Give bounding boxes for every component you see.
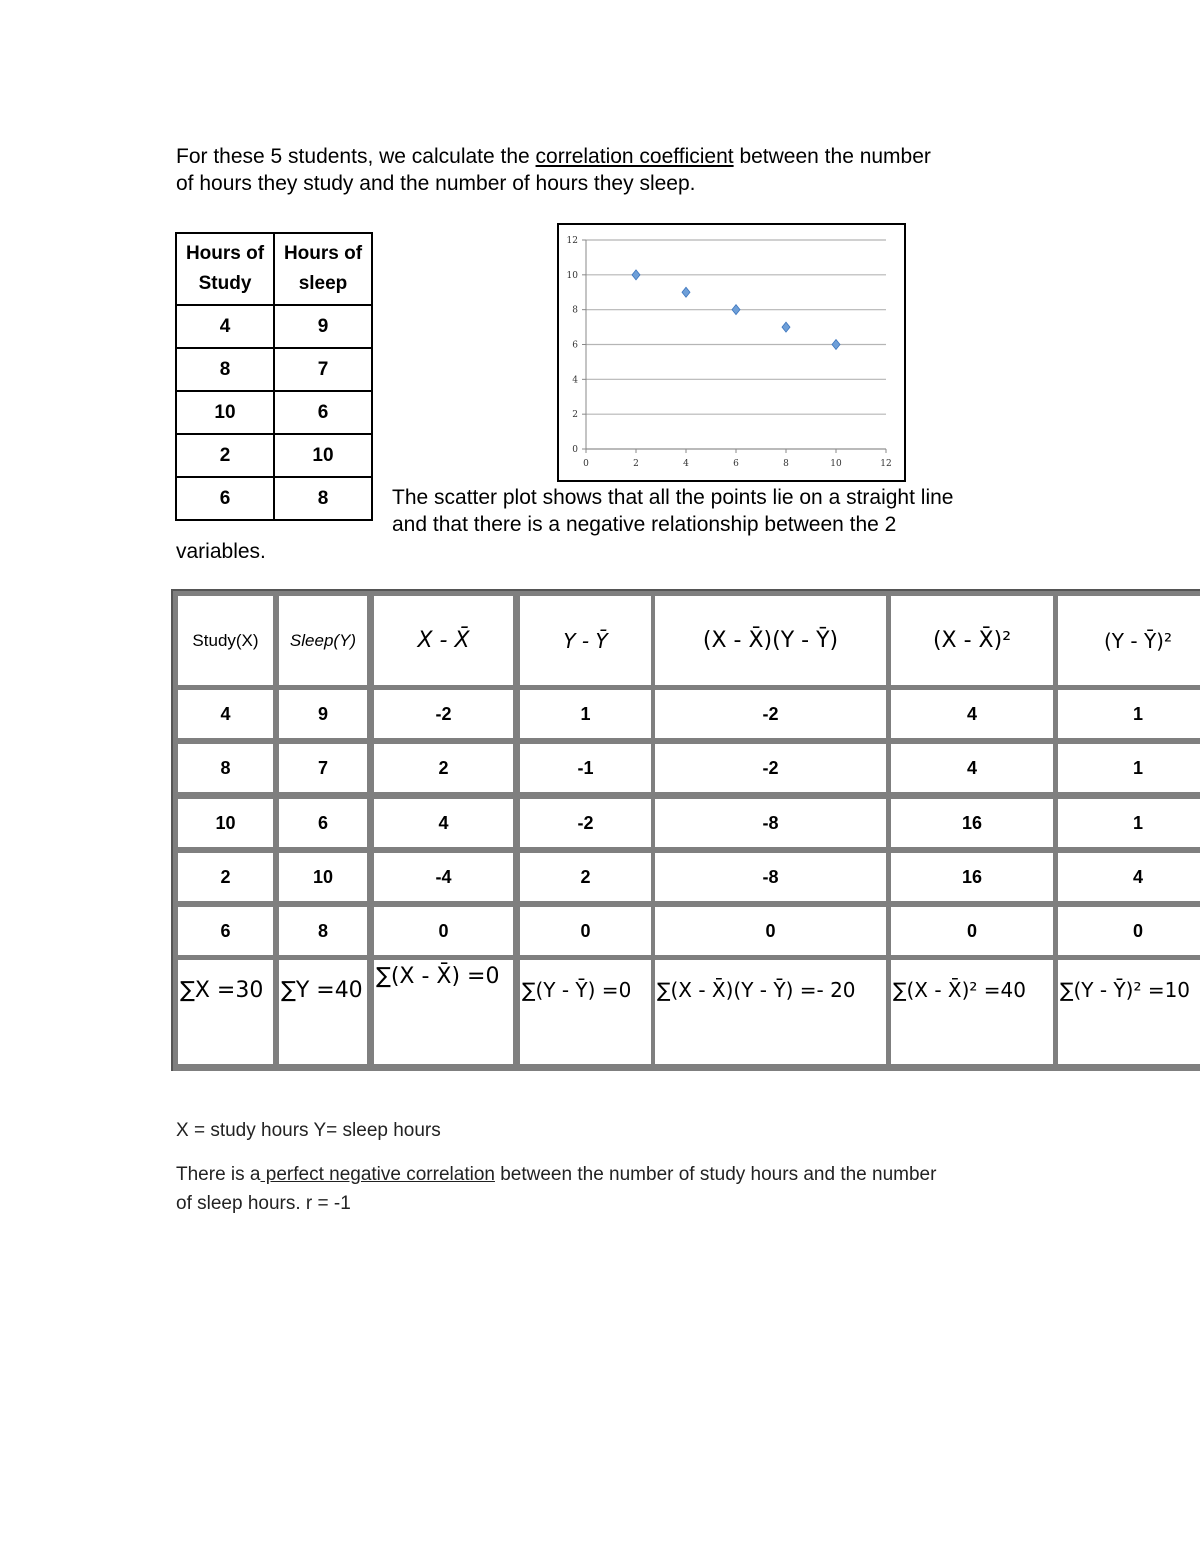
- sum-y-deviation: ∑(Y - Ȳ) =0: [520, 960, 651, 1064]
- table-cell: -2: [655, 690, 886, 738]
- header-xy-product: (X - X̄)(Y - Ȳ): [655, 596, 886, 685]
- x-tick-label: 0: [583, 459, 589, 469]
- table-cell: 1: [1058, 744, 1200, 792]
- header-study-x: Study(X): [178, 596, 273, 685]
- sum-x: ∑X =30: [178, 960, 273, 1064]
- scatter-note-line-3: variables.: [176, 540, 266, 563]
- table-cell: 4: [891, 690, 1053, 738]
- sum-y-dev-squared: ∑(Y - Ȳ)² =10: [1058, 960, 1200, 1064]
- table-cell: -2: [520, 799, 651, 847]
- header-x-deviation: X - X̄: [374, 596, 513, 685]
- table-cell: 6: [279, 799, 367, 847]
- computation-table: [171, 589, 1200, 1071]
- table-cell: 2: [178, 853, 273, 901]
- cell: 9: [274, 305, 372, 348]
- cell: 6: [274, 391, 372, 434]
- y-tick-label: 8: [572, 305, 578, 316]
- sum-xy-product: ∑(X - X̄)(Y - Ȳ) =- 20: [655, 960, 886, 1064]
- table-cell: 10: [178, 799, 273, 847]
- table-cell: -2: [655, 744, 886, 792]
- table-cell: 2: [520, 853, 651, 901]
- table-cell: 0: [520, 907, 651, 955]
- sum-y: ∑Y =40: [279, 960, 367, 1064]
- table-cell: 9: [279, 690, 367, 738]
- table-cell: 10: [279, 853, 367, 901]
- table-cell: -8: [655, 853, 886, 901]
- table-cell: 16: [891, 799, 1053, 847]
- y-tick-label: 0: [572, 445, 578, 455]
- table-cell: 1: [1058, 690, 1200, 738]
- table-cell: 4: [178, 690, 273, 738]
- x-tick-label: 12: [880, 459, 892, 469]
- y-tick-label: 4: [572, 375, 578, 386]
- y-tick-label: 6: [572, 340, 578, 351]
- table-cell: -2: [374, 690, 513, 738]
- table-row: [176, 434, 372, 477]
- scatter-point: [682, 287, 690, 297]
- scatter-note-line-2: and that there is a negative relationship between the 2: [392, 513, 897, 536]
- header-hours-of-study: Hours of Study: [176, 233, 274, 305]
- y-tick-label: 12: [566, 236, 578, 246]
- table-cell: -4: [374, 853, 513, 901]
- x-tick-label: 10: [830, 459, 842, 469]
- cell: 4: [176, 305, 274, 348]
- table-cell: 0: [374, 907, 513, 955]
- table-cell: 4: [891, 744, 1053, 792]
- table-cell: 4: [374, 799, 513, 847]
- cell: 2: [176, 434, 274, 477]
- scatter-point: [832, 340, 840, 350]
- conclusion-line-2: of sleep hours. r = -1: [176, 1193, 351, 1214]
- scatter-chart-svg: [559, 225, 904, 480]
- table-cell: 2: [374, 744, 513, 792]
- perfect-negative-correlation-link: perfect negative correlation: [260, 1164, 495, 1185]
- table-row: [176, 477, 372, 520]
- study-sleep-table: [175, 232, 373, 521]
- table-cell: 1: [1058, 799, 1200, 847]
- header-x-dev-squared: (X - X̄)²: [891, 596, 1053, 685]
- header-y-dev-squared: (Y - Ȳ)²: [1058, 596, 1200, 685]
- table-row: [176, 348, 372, 391]
- table-cell: -8: [655, 799, 886, 847]
- scatter-note: [392, 484, 1092, 538]
- intro-line-1: For these 5 students, we calculate the correlation coefficient between the number: [176, 145, 931, 168]
- table-cell: 0: [1058, 907, 1200, 955]
- conclusion-line-1: There is a perfect negative correlation between the number of study hours and the number: [176, 1164, 937, 1185]
- table-cell: 1: [520, 690, 651, 738]
- table-row: [176, 305, 372, 348]
- table-cell: 0: [655, 907, 886, 955]
- scatter-note-line-1: The scatter plot shows that all the points lie on a straight line: [392, 486, 954, 509]
- scatter-chart: [557, 223, 906, 482]
- x-tick-label: 8: [783, 459, 789, 469]
- intro-line-2: of hours they study and the number of hours they sleep.: [176, 172, 696, 195]
- scatter-point: [782, 322, 790, 332]
- cell: 7: [274, 348, 372, 391]
- table-cell: 8: [279, 907, 367, 955]
- header-hours-of-sleep: Hours of sleep: [274, 233, 372, 305]
- x-tick-label: 6: [733, 459, 739, 469]
- table-cell: 16: [891, 853, 1053, 901]
- table-cell: 0: [891, 907, 1053, 955]
- table-cell: 8: [178, 744, 273, 792]
- sum-x-dev-squared: ∑(X - X̄)² =40: [891, 960, 1053, 1064]
- cell: 10: [274, 434, 372, 477]
- correlation-coefficient-link: correlation coefficient: [535, 145, 734, 168]
- x-tick-label: 4: [683, 459, 689, 469]
- table-cell: -1: [520, 744, 651, 792]
- conclusion-paragraph: [176, 1160, 1056, 1218]
- scatter-point: [632, 270, 640, 280]
- cell: 6: [176, 477, 274, 520]
- table-cell: 4: [1058, 853, 1200, 901]
- intro-paragraph: [176, 143, 1076, 197]
- header-y-deviation: Y - Ȳ: [520, 596, 651, 685]
- variable-legend: X = study hours Y= sleep hours: [176, 1120, 441, 1141]
- x-tick-label: 2: [633, 459, 639, 469]
- y-tick-label: 10: [566, 270, 578, 281]
- table-row: [176, 391, 372, 434]
- y-tick-label: 2: [572, 410, 578, 421]
- header-sleep-y: Sleep(Y): [279, 596, 367, 685]
- cell: 10: [176, 391, 274, 434]
- sum-x-deviation: ∑(X - X̄) =0: [374, 960, 513, 1064]
- cell: 8: [176, 348, 274, 391]
- table-cell: 6: [178, 907, 273, 955]
- table-cell: 7: [279, 744, 367, 792]
- cell: 8: [274, 477, 372, 520]
- scatter-point: [732, 305, 740, 315]
